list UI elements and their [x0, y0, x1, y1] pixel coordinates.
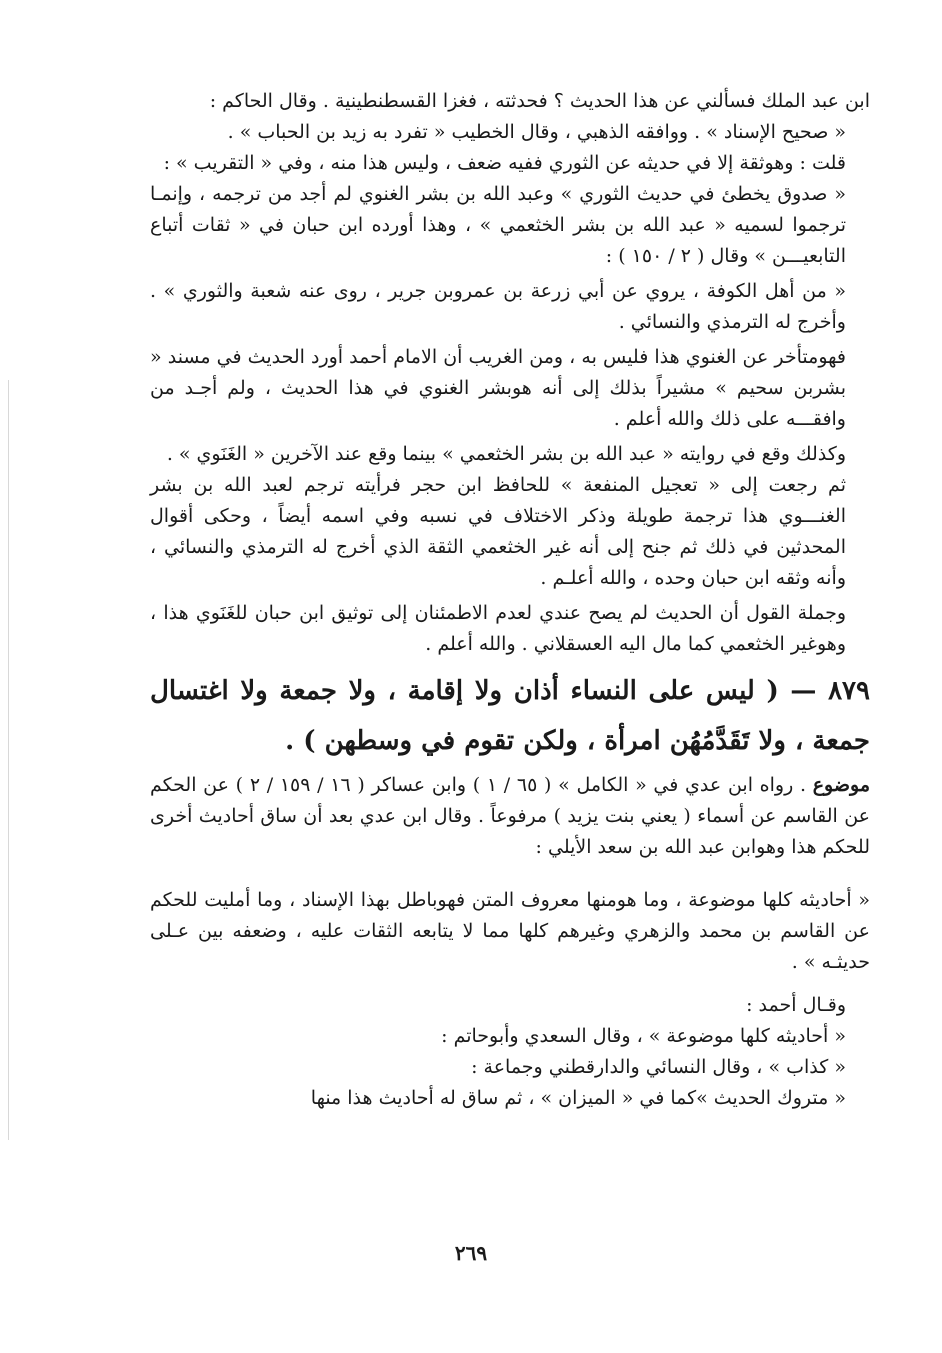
hadith-heading: ٨٧٩ — ( ليس على النساء أذان ولا إقامة ، ولا جمعة ولا اغتسال جمعة ، ولا تَقَدَّمُهُن امرأة ، ولكن تقوم في وسطهن ) . — [150, 676, 870, 756]
scan-margin-line — [8, 380, 9, 1140]
tail-line-4: « متروك الحديث »كما في « الميزان » ، ثم ساق له أحاديث هذا منها — [310, 1087, 846, 1109]
page-number: ٢٦٩ — [454, 1241, 488, 1265]
tail-line-2: « أحاديثه كلها موضوعة » ، وقال السعدي وأبوحاتم : — [441, 1025, 846, 1047]
paragraph-7: وكذلك وقع في روايته « عبد الله بن بشر الخثعمي » بينما وقع عند الآخرين « الغَنَوي » . — [166, 443, 846, 465]
quote-ibn-adi: « أحاديثه كلها موضوعة ، وما هومنها معروف المتن فهوباطل بهذا الإسناد ، وما أمليت للحكم عن القاسم بن محمد والزهري وغيرهم كلها مما لا يتابعه الثقات عليه ، وضعفه بين عـلى حديثـه » . — [150, 889, 870, 973]
grading-paragraph — [150, 770, 870, 863]
grading-label: موضوع — [812, 774, 870, 796]
paragraph-4: « صدوق يخطئ في حديث الثوري » وعبد الله بن بشر الغنوي لم أجد من ترجمه ، وإنمـا ترجموا لسميه « عبد الله بن بشر الخثعمي » ، وهذا أورده ابن حبان في « ثقات أتباع التابعيـــن » وقال ( ٢ / ١٥٠ ) : — [150, 183, 846, 267]
tail-line-3: « كذاب » ، وقال النسائي والدارقطني وجماعة : — [471, 1056, 846, 1078]
tail-line-1: وقـال أحمد : — [746, 994, 846, 1016]
paragraph-1: ابن عبد الملك فسألني عن هذا الحديث ؟ فحدثته ، فغزا القسطنطينية . وقال الحاكم : — [209, 90, 870, 112]
paragraph-5: « من أهل الكوفة ، يروي عن أبي زرعة بن عمروبن جرير ، روى عنه شعبة والثوري » . وأخرج له الترمذي والنسائي . — [150, 280, 846, 333]
paragraph-6: فهومتأخر عن الغنوي هذا فليس به ، ومن الغريب أن الامام أحمد أورد الحديث في مسند « بشربن سحيم » مشيراً بذلك إلى أنه هوبشر الغنوي في هذا الحديث ، ولم أجـد من وافقـــه على ذلك والله أعلم . — [150, 346, 846, 430]
paragraph-2: « صحيح الإسناد » . ووافقه الذهبي ، وقال الخطيب « تفرد به زيد بن الحباب » . — [227, 121, 846, 143]
paragraph-8: ثم رجعت إلى « تعجيل المنفعة » للحافظ ابن حجر فرأيته ترجم لعبد الله بن بشر الغنـــوي هذا ترجمة طويلة وذكر الاختلاف في نسبه وفي اسمه أيضاً ، وحكى أقوال المحدثين في ذلك ثم جنح إلى أنه غير الخثعمي الثقة الذي أخرج له الترمذي والنسائي ، وأنه وثقه ابن حبان وحده ، والله أعلـم . — [150, 474, 846, 589]
paragraph-3: قلت : وهوثقة إلا في حديثه عن الثوري ففيه ضعف ، وليس هذا منه ، وفي « التقريب » : — [163, 152, 846, 174]
grading-text: . رواه ابن عدي في « الكامل » ( ٦٥ / ١ ) وابن عساكر ( ١٦ / ١٥٩ / ٢ ) عن الحكم عن القاسم عن أسماء ( يعني بنت يزيد ) مرفوعاً . وقال ابن عدي بعد أن ساق أحاديث أخرى للحكم هذا وهوابن عبد الله بن سعد الأيلي : — [150, 774, 870, 858]
paragraph-9: وجملة القول أن الحديث لم يصح عندي لعدم الاطمئنان إلى توثيق ابن حبان للغَنَوي هذا ، وهوغير الخثعمي كما مال اليه العسقلاني . والله أعلم . — [150, 602, 846, 655]
page-text — [150, 86, 870, 1114]
